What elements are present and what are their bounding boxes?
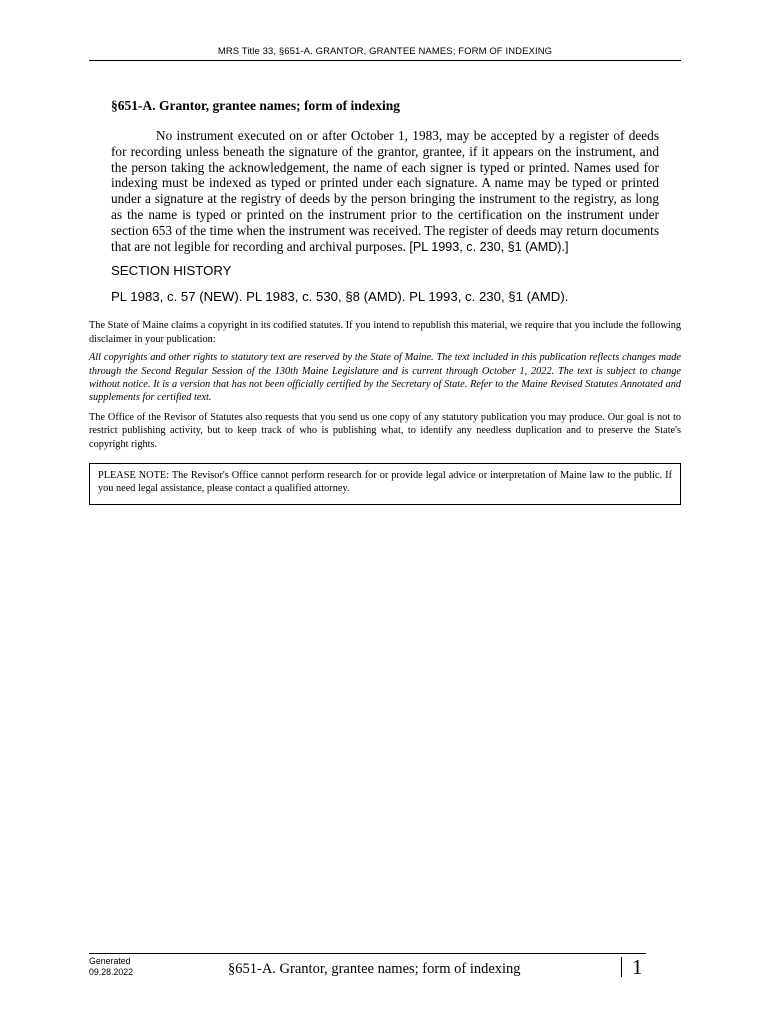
footer-rule (89, 953, 646, 954)
history-text: PL 1983, c. 57 (NEW). PL 1983, c. 530, §8 (AMD). PL 1993, c. 230, §1 (AMD). (111, 289, 569, 305)
section-paragraph (111, 128, 659, 255)
please-note-box: PLEASE NOTE: The Revisor's Office cannot perform research for or provide legal advice or interpretation of Maine law to the public. If you need legal assistance, please contact a qualified attorney. (89, 463, 681, 505)
section-reference: [PL 1993, c. 230, §1 (AMD).] (409, 239, 569, 254)
disclaimer-text: All copyrights and other rights to statutory text are reserved by the State of Maine. The text included in this publication reflects changes made through the Second Regular Session of the 130th Maine Legislature and is current through October 1, 2022. The text is subject to change without notice. It is a version that has not been officially certified by the Secretary of State. Refer to the Maine Revised Statutes Annotated and supplements for certified text. (89, 352, 681, 404)
generated-date: 09.28.2022 (89, 967, 134, 977)
generated-stamp (89, 956, 133, 978)
section-title: §651-A. Grantor, grantee names; form of indexing (111, 98, 400, 113)
running-header: MRS Title 33, §651-A. GRANTOR, GRANTEE NAMES; FORM OF INDEXING (217, 46, 553, 57)
section-body-text: No instrument executed on or after October 1, 1983, may be accepted by a register of deeds for recording unless beneath the signature of the grantor, grantee, if it appears on the instrument, and the person taking the acknowledgement, the name of each signer is typed or printed. Names used for indexing must be indexed as typed or printed under each signature. A name may be typed or printed under a signature at the registry of deeds by the person bringing the instrument to the registry, as long as the name is typed or printed on the instrument prior to the certification on the instrument under section 653 of the time when the instrument was received. The register of deeds may return documents that are not legible for recording and archival purposes. (111, 128, 659, 254)
history-title: SECTION HISTORY (111, 263, 232, 279)
footer-divider (621, 957, 622, 977)
page-number: 1 (632, 955, 643, 979)
footer-title: §651-A. Grantor, grantee names; form of indexing (228, 961, 521, 977)
revisor-request: The Office of the Revisor of Statutes also requests that you send us one copy of any statutory publication you may produce. Our goal is not to restrict publishing activity, but to keep track of who is publishing what, to identify any needless duplication and to preserve the State's copyright rights. (89, 411, 681, 450)
document-body (89, 97, 681, 505)
header-rule (89, 60, 681, 61)
generated-label: Generated (89, 956, 131, 966)
copyright-notice: The State of Maine claims a copyright in its codified statutes. If you intend to republish this material, we require that you include the following disclaimer in your publication: (89, 320, 681, 345)
